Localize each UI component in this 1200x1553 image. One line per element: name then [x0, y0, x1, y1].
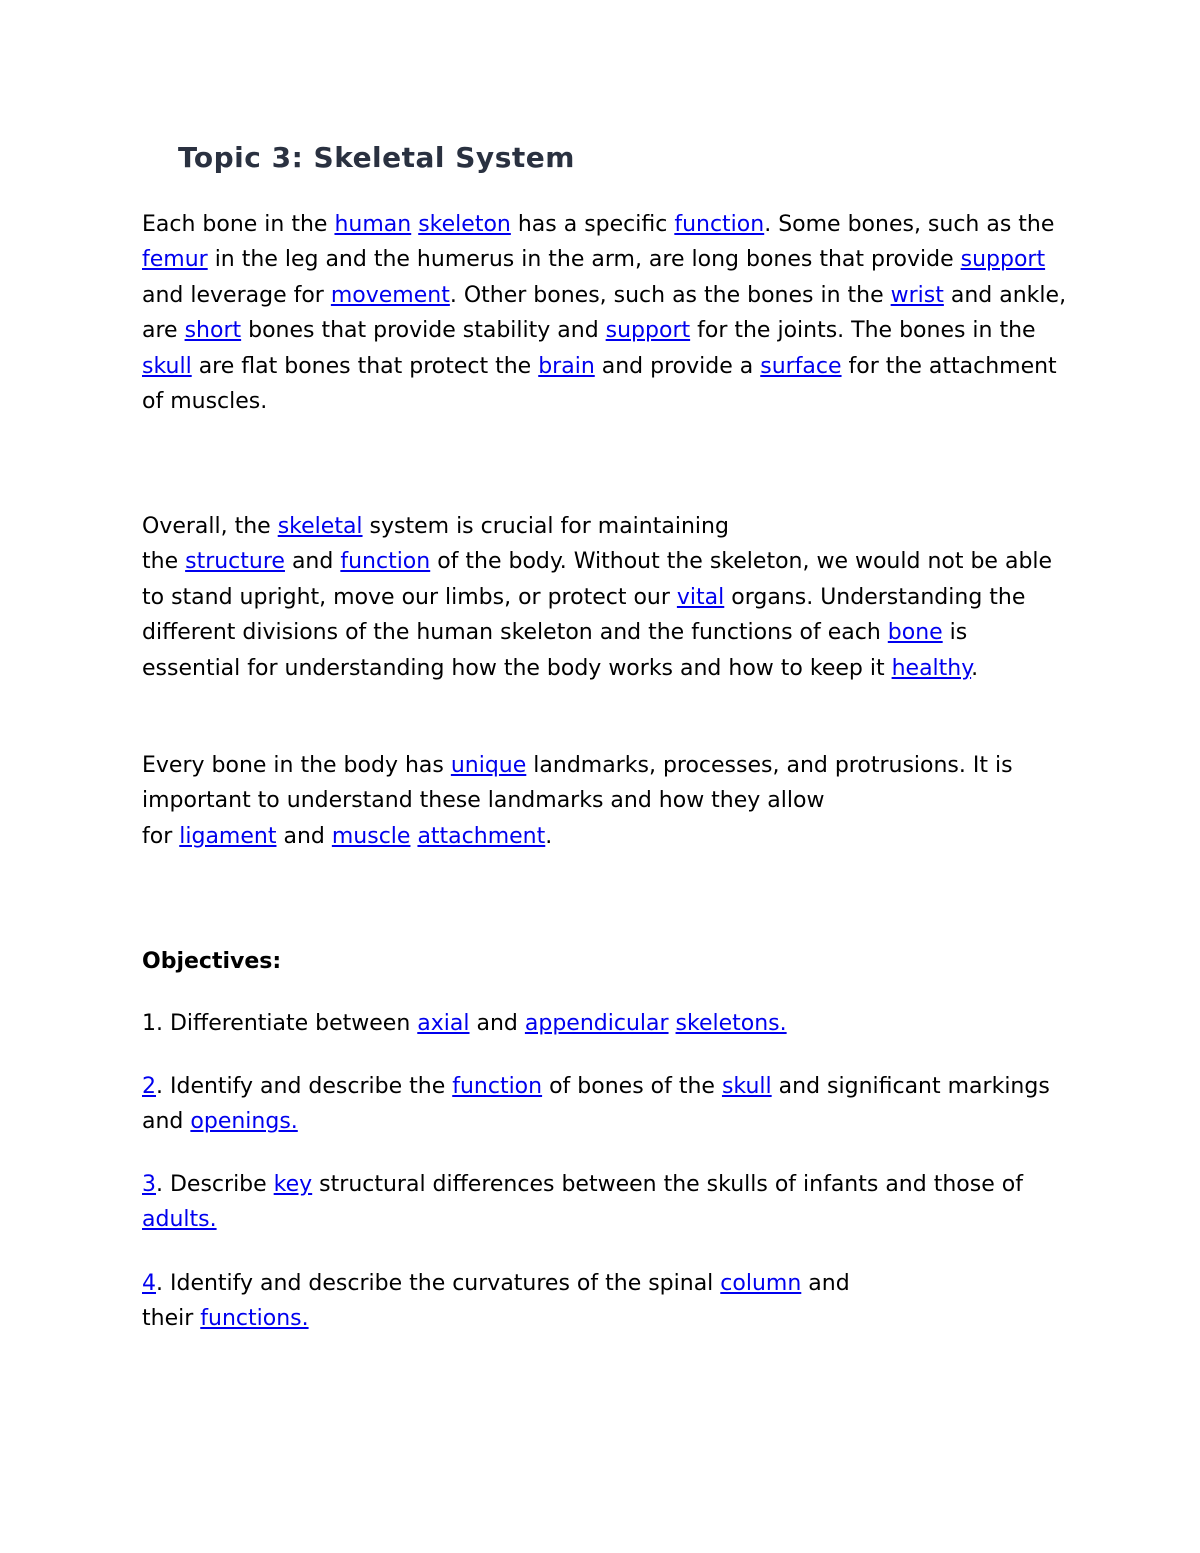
paragraph-overall	[142, 509, 1072, 686]
text: and	[284, 549, 341, 575]
link-number-4[interactable]: 4	[142, 1271, 156, 1296]
link-function[interactable]: function	[674, 212, 765, 237]
link-human[interactable]: human	[334, 212, 412, 237]
text: . Describe	[156, 1172, 274, 1197]
paragraph-landmarks	[142, 748, 1072, 854]
text: of bones of the	[542, 1074, 722, 1099]
link-number-2[interactable]: 2	[142, 1074, 156, 1099]
text: has a specific	[510, 212, 675, 237]
text: the	[142, 549, 186, 575]
link-key[interactable]: key	[273, 1172, 313, 1197]
link-skeletons[interactable]: skeletons.	[675, 1011, 787, 1036]
link-skull[interactable]: skull	[142, 353, 192, 379]
link-skull-2[interactable]: skull	[721, 1074, 772, 1099]
link-functions[interactable]: functions.	[200, 1306, 309, 1332]
text: Every bone in the body has	[142, 753, 451, 778]
text: structural differences between the skulls of infants and those of	[312, 1172, 1023, 1197]
text: are flat bones that protect the	[191, 353, 539, 379]
link-appendicular[interactable]: appendicular	[524, 1011, 669, 1036]
text: of the body. Without the skeleton, we would not be able to stand upright, move our limbs, or protect our	[142, 549, 1053, 610]
link-structure[interactable]: structure	[185, 549, 285, 575]
link-column[interactable]: column	[720, 1271, 802, 1296]
link-wrist[interactable]: wrist	[890, 282, 944, 308]
link-ligament[interactable]: ligament	[179, 823, 277, 849]
link-brain[interactable]: brain	[538, 353, 595, 379]
link-bone[interactable]: bone	[887, 620, 943, 646]
text: .	[971, 655, 979, 681]
text: for the attachment of muscles.	[142, 353, 1057, 415]
objective-4	[142, 1266, 1072, 1337]
text: is essential for understanding how the body works and how to keep it	[142, 620, 968, 681]
text: organs. Understanding the different divisions of the human skeleton and the functions of each	[142, 584, 1026, 646]
link-function[interactable]: function	[340, 549, 431, 575]
link-adults[interactable]: adults.	[142, 1207, 217, 1233]
text: .	[545, 823, 553, 849]
text: . Some bones, such as the	[764, 212, 1055, 237]
text: landmarks, processes, and protrusions. It is important to understand these landmarks and how they allow	[142, 753, 1013, 814]
link-skeleton[interactable]: skeleton	[418, 212, 511, 237]
text: Each bone in the	[142, 212, 335, 237]
paragraph-bone-functions	[142, 207, 1072, 419]
text: . Identify and describe the	[156, 1074, 453, 1099]
text: and provide a	[594, 353, 761, 379]
page-title: Topic 3: Skeletal System	[178, 141, 575, 174]
text: and leverage for	[142, 282, 331, 308]
link-healthy[interactable]: healthy	[891, 655, 972, 681]
text: Overall, the	[142, 514, 278, 539]
text: and	[469, 1011, 525, 1036]
link-function-2[interactable]: function	[452, 1074, 543, 1099]
text: 1. Differentiate between	[142, 1011, 418, 1036]
text: in the leg and the humerus in the arm, are long bones that provide	[207, 247, 961, 273]
text: and significant markings and	[142, 1074, 1050, 1135]
text: . Identify and describe the curvatures of the spinal	[156, 1271, 721, 1296]
text: . Other bones, such as the bones in the	[449, 282, 891, 308]
text: and	[276, 823, 332, 849]
link-number-3[interactable]: 3	[142, 1172, 156, 1197]
objectives-heading: Objectives:	[142, 949, 282, 974]
text	[669, 1011, 676, 1036]
text: for the joints. The bones in the	[690, 318, 1036, 344]
text: for	[142, 823, 180, 849]
link-unique[interactable]: unique	[450, 753, 527, 778]
link-skeletal[interactable]: skeletal	[277, 514, 363, 539]
link-movement[interactable]: movement	[330, 282, 450, 308]
link-attachment[interactable]: attachment	[417, 823, 546, 849]
link-vital[interactable]: vital	[676, 584, 725, 610]
link-surface[interactable]: surface	[760, 353, 842, 379]
text: their	[142, 1306, 201, 1332]
objective-2	[142, 1069, 1072, 1140]
text: system is crucial for maintaining	[362, 514, 729, 539]
link-support[interactable]: support	[960, 247, 1046, 273]
link-axial[interactable]: axial	[417, 1011, 470, 1036]
link-support-2[interactable]: support	[605, 318, 691, 344]
link-femur[interactable]: femur	[142, 247, 208, 273]
objective-1	[142, 1006, 1072, 1041]
text: bones that provide stability and	[241, 318, 606, 344]
text: and ankle, are	[142, 282, 1067, 344]
link-short[interactable]: short	[184, 318, 242, 344]
text: and	[801, 1271, 850, 1296]
link-openings[interactable]: openings.	[190, 1109, 298, 1135]
link-muscle[interactable]: muscle	[331, 823, 411, 849]
objective-3	[142, 1167, 1072, 1238]
